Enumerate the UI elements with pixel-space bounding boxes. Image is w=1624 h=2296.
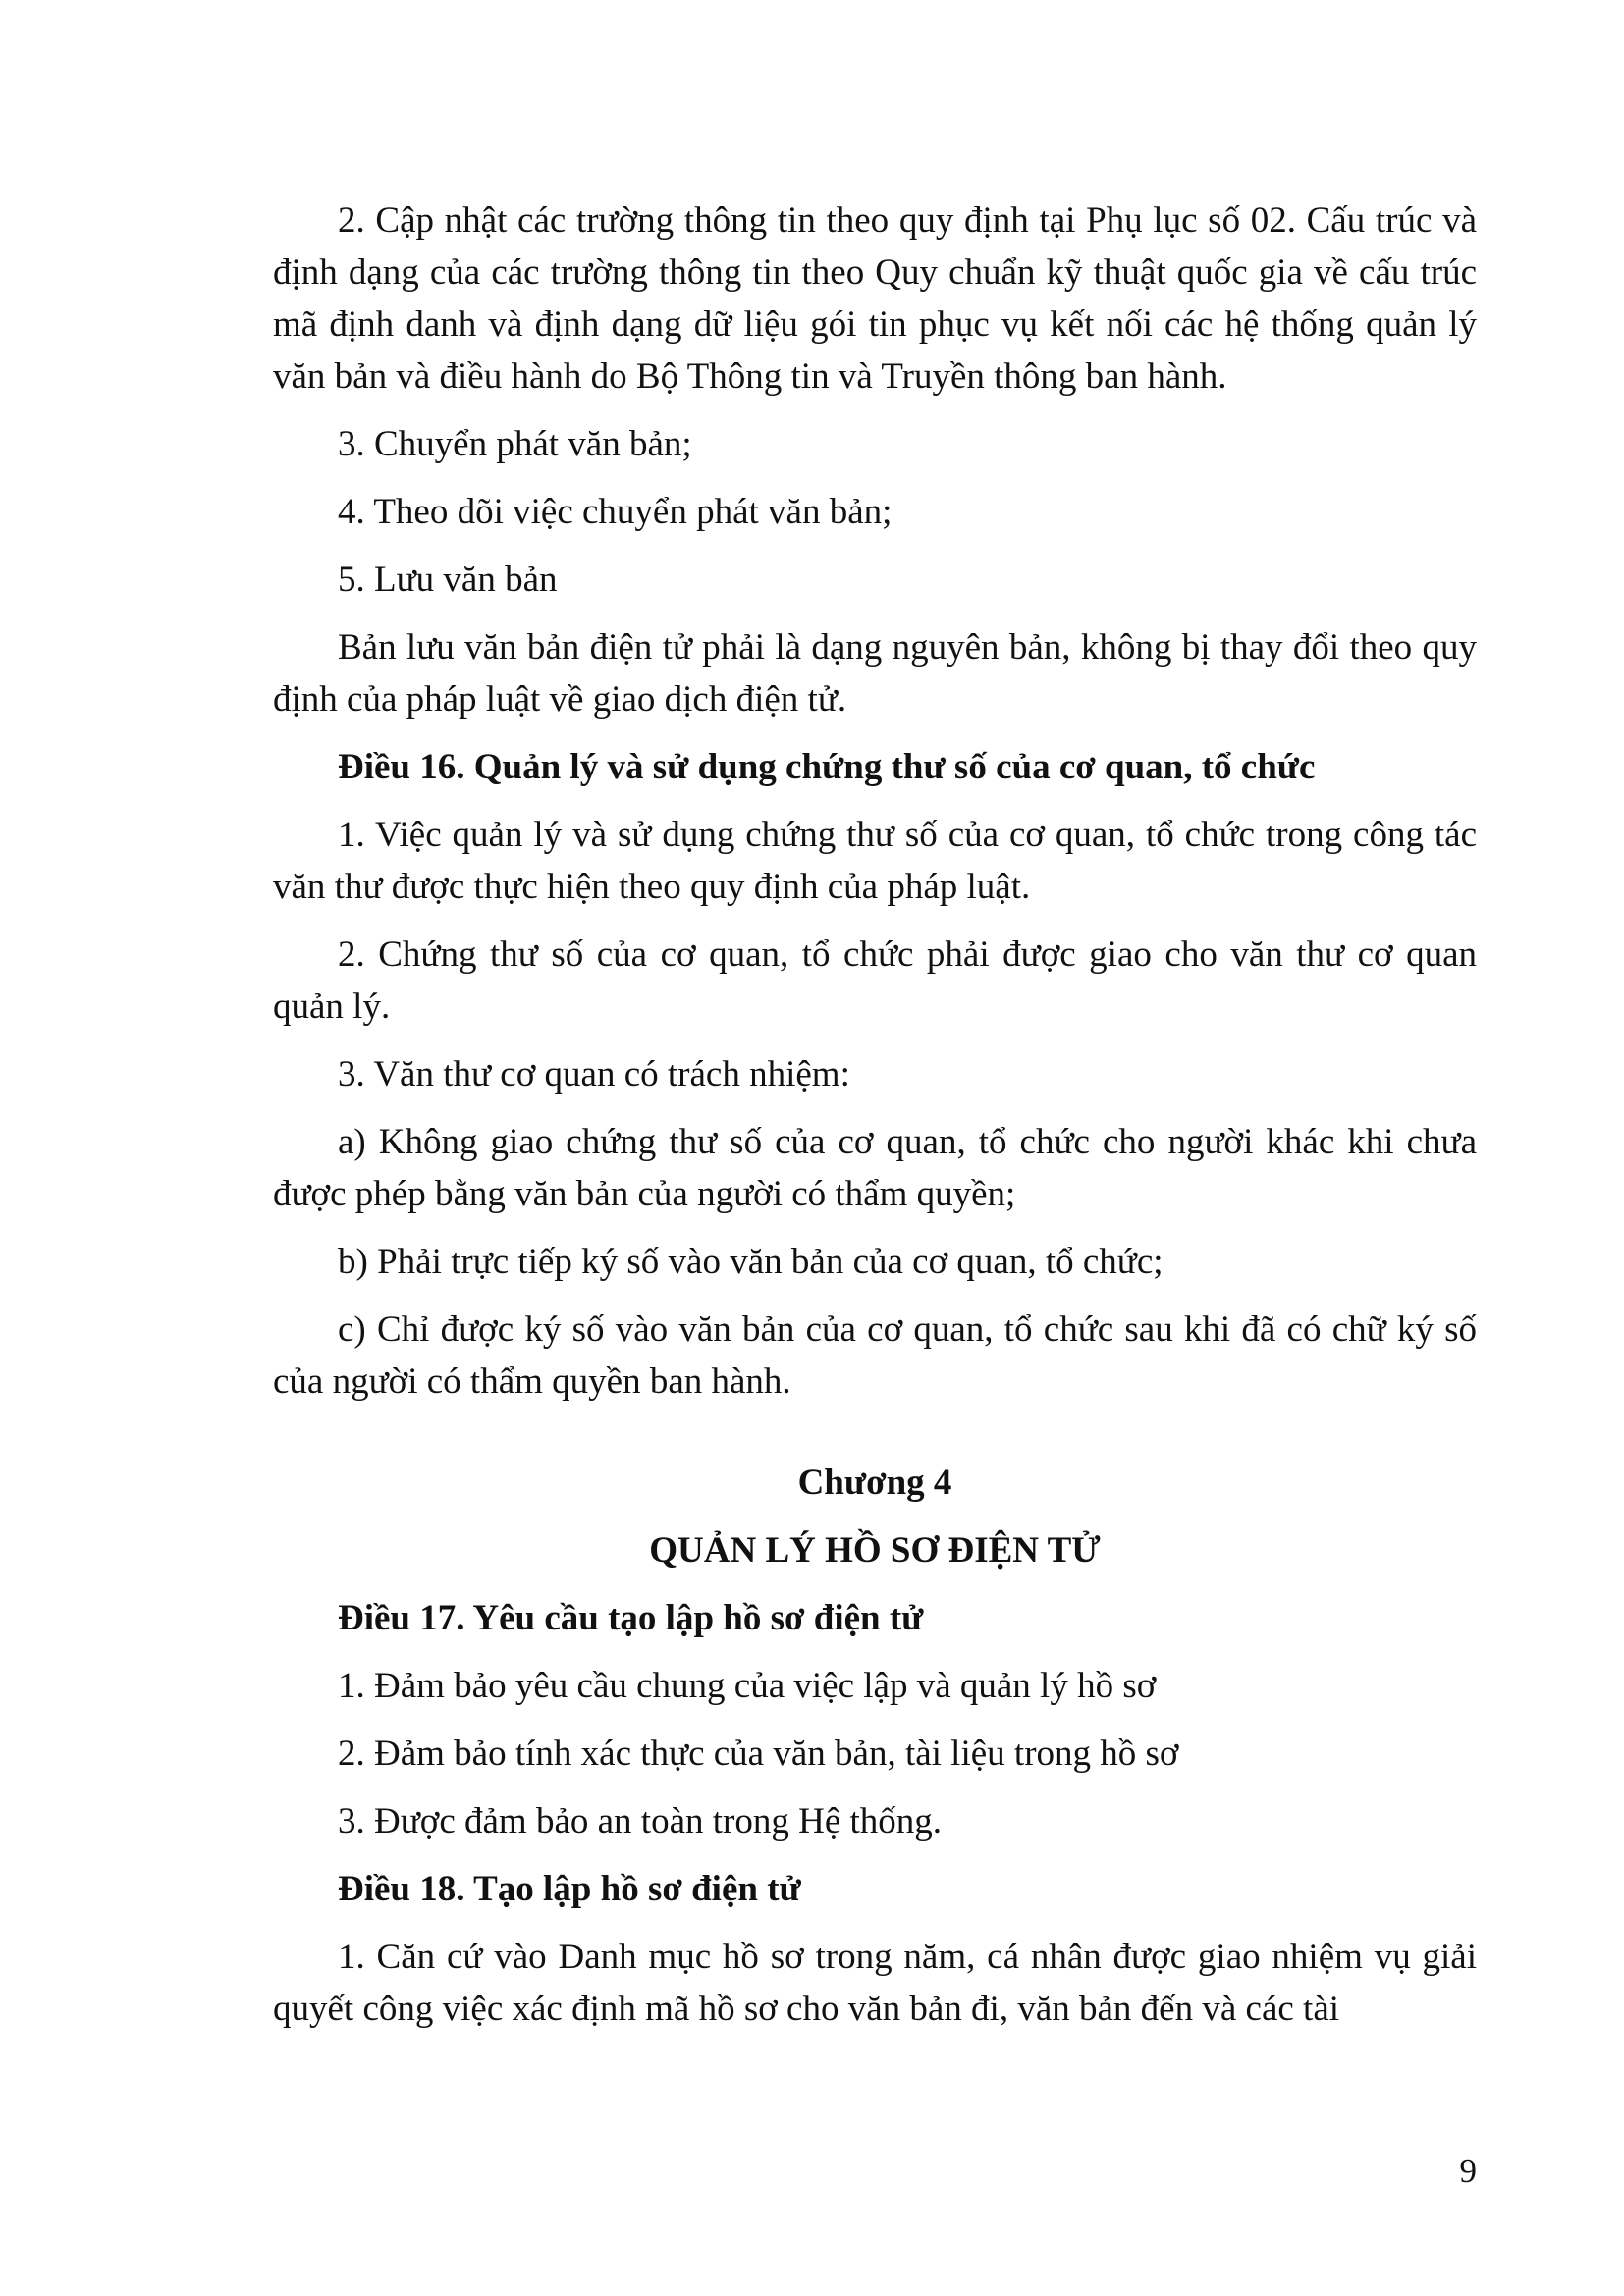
paragraph: 1. Căn cứ vào Danh mục hồ sơ trong năm, cá nhân được giao nhiệm vụ giải quyết công việc xác định mã hồ sơ cho văn bản đi, văn bản đến và các tài <box>273 1937 1477 2029</box>
paragraph: 3. Được đảm bảo an toàn trong Hệ thống. <box>338 1801 943 1842</box>
chapter-number: Chương 4 <box>797 1463 952 1503</box>
paragraph: 2. Chứng thư số của cơ quan, tổ chức phải được giao cho văn thư cơ quan quản lý. <box>273 934 1477 1027</box>
article-heading-18: Điều 18. Tạo lập hồ sơ điện tử <box>338 1869 801 1909</box>
paragraph: a) Không giao chứng thư số của cơ quan, tổ chức cho người khác khi chưa được phép bằng văn bản của người có thẩm quyền; <box>273 1122 1477 1214</box>
paragraph: c) Chỉ được ký số vào văn bản của cơ quan, tổ chức sau khi đã có chữ ký số của người có thẩm quyền ban hành. <box>273 1309 1477 1402</box>
paragraph: Bản lưu văn bản điện tử phải là dạng nguyên bản, không bị thay đổi theo quy định của pháp luật về giao dịch điện tử. <box>273 627 1477 720</box>
paragraph: 5. Lưu văn bản <box>338 560 558 600</box>
paragraph: 3. Văn thư cơ quan có trách nhiệm: <box>338 1054 850 1095</box>
article-heading-17: Điều 17. Yêu cầu tạo lập hồ sơ điện tử <box>338 1598 924 1638</box>
page-number: 9 <box>1459 2152 1477 2190</box>
paragraph: 2. Đảm bảo tính xác thực của văn bản, tài liệu trong hồ sơ <box>338 1734 1179 1774</box>
paragraph: b) Phải trực tiếp ký số vào văn bản của cơ quan, tổ chức; <box>338 1242 1164 1282</box>
paragraph: 3. Chuyển phát văn bản; <box>338 424 692 464</box>
chapter-title: QUẢN LÝ HỒ SƠ ĐIỆN TỬ <box>649 1530 1101 1571</box>
article-heading-16: Điều 16. Quản lý và sử dụng chứng thư số của cơ quan, tổ chức <box>338 747 1316 787</box>
paragraph: 4. Theo dõi việc chuyển phát văn bản; <box>338 492 893 532</box>
paragraph: 1. Việc quản lý và sử dụng chứng thư số của cơ quan, tổ chức trong công tác văn thư được thực hiện theo quy định của pháp luật. <box>273 815 1477 907</box>
paragraph: 1. Đảm bảo yêu cầu chung của việc lập và quản lý hồ sơ <box>338 1666 1157 1706</box>
paragraph: 2. Cập nhật các trường thông tin theo quy định tại Phụ lục số 02. Cấu trúc và định dạng của các trường thông tin theo Quy chuẩn kỹ thuật quốc gia về cấu trúc mã định danh và định dạng dữ liệu gói tin phục vụ kết nối các hệ thống quản lý văn bản và điều hành do Bộ Thông tin và Truyền thông ban hành. <box>273 200 1477 397</box>
